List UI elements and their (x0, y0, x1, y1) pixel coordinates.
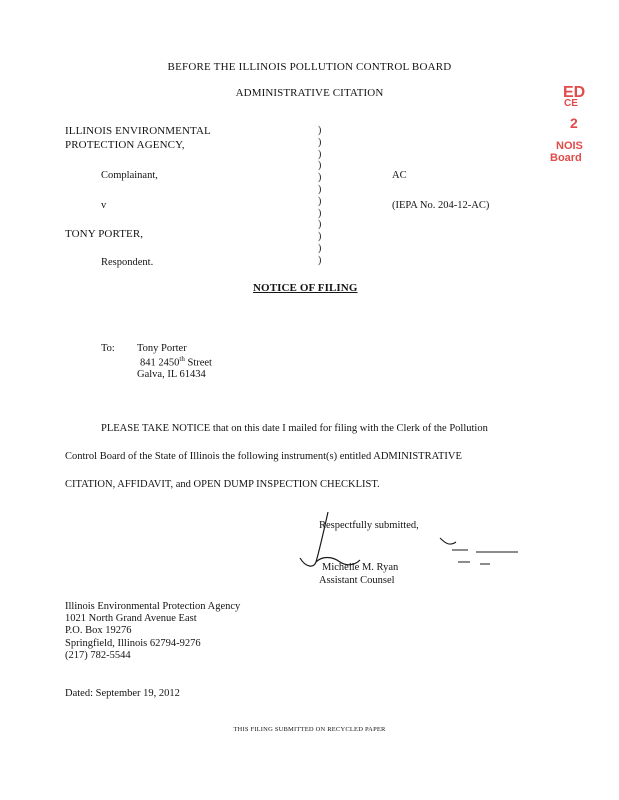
address-line: (217) 782-5544 (65, 650, 131, 661)
date-line: Dated: September 19, 2012 (65, 688, 180, 699)
notice-paragraph-line: PLEASE TAKE NOTICE that on this date I mailed for filing with the Clerk of the Pollution (101, 423, 488, 434)
closing-text: Respectfully submitted, (319, 520, 419, 531)
paren: ) (318, 219, 322, 231)
address-line: Springfield, Illinois 62794-9276 (65, 638, 201, 649)
street-ordinal: th (179, 355, 185, 363)
iepa-number: (IEPA No. 204-12-AC) (392, 200, 490, 211)
paren: ) (318, 195, 322, 207)
complainant-name: ILLINOIS ENVIRONMENTAL (65, 125, 211, 137)
caption-parentheses (318, 125, 326, 267)
board-title: BEFORE THE ILLINOIS POLLUTION CONTROL BOARD (167, 61, 452, 73)
address-line: P.O. Box 19276 (65, 625, 132, 636)
signer-name: Michelle M. Ryan (322, 562, 399, 573)
street-suffix: Street (184, 357, 212, 369)
complainant-label: Complainant, (101, 170, 158, 181)
recycled-paper-footer: THIS FILING SUBMITTED ON RECYCLED PAPER (233, 726, 386, 733)
stamp-line: ED (563, 84, 586, 101)
recipient-name: Tony Porter (137, 343, 187, 354)
paren: ) (318, 242, 322, 254)
paren: ) (318, 172, 322, 184)
paren: ) (318, 125, 322, 136)
recipient-city: Galva, IL 61434 (137, 369, 206, 380)
address-line: Illinois Environmental Protection Agency (65, 601, 241, 612)
stamp-line: 2 (570, 115, 578, 131)
versus-label: v (101, 200, 107, 211)
handwritten-signature (280, 510, 520, 580)
to-label: To: (101, 343, 115, 354)
complainant-name: PROTECTION AGENCY, (65, 139, 185, 151)
stamp-line: Board (550, 152, 582, 164)
document-type: ADMINISTRATIVE CITATION (235, 87, 384, 99)
paren: ) (318, 136, 322, 148)
respondent-name: TONY PORTER, (65, 228, 144, 240)
notice-title: NOTICE OF FILING (253, 282, 358, 294)
notice-paragraph-line: Control Board of the State of Illinois the following instrument(s) entitled ADMINISTRATIVE (65, 451, 462, 462)
paren: ) (318, 148, 322, 160)
recipient-street (140, 355, 212, 369)
respondent-label: Respondent. (101, 257, 154, 268)
paren: ) (318, 207, 322, 219)
stamp-line: CE (564, 98, 578, 109)
street-number: 841 2450 (140, 357, 180, 369)
paren: ) (318, 183, 322, 195)
signer-title: Assistant Counsel (319, 575, 395, 586)
case-type: AC (392, 170, 407, 181)
paren: ) (318, 254, 322, 266)
stamp-line: NOIS (556, 140, 583, 152)
notice-paragraph-line: CITATION, AFFIDAVIT, and OPEN DUMP INSPECTION CHECKLIST. (65, 479, 380, 490)
paren: ) (318, 160, 322, 172)
paren: ) (318, 231, 322, 243)
address-line: 1021 North Grand Avenue East (65, 613, 197, 624)
